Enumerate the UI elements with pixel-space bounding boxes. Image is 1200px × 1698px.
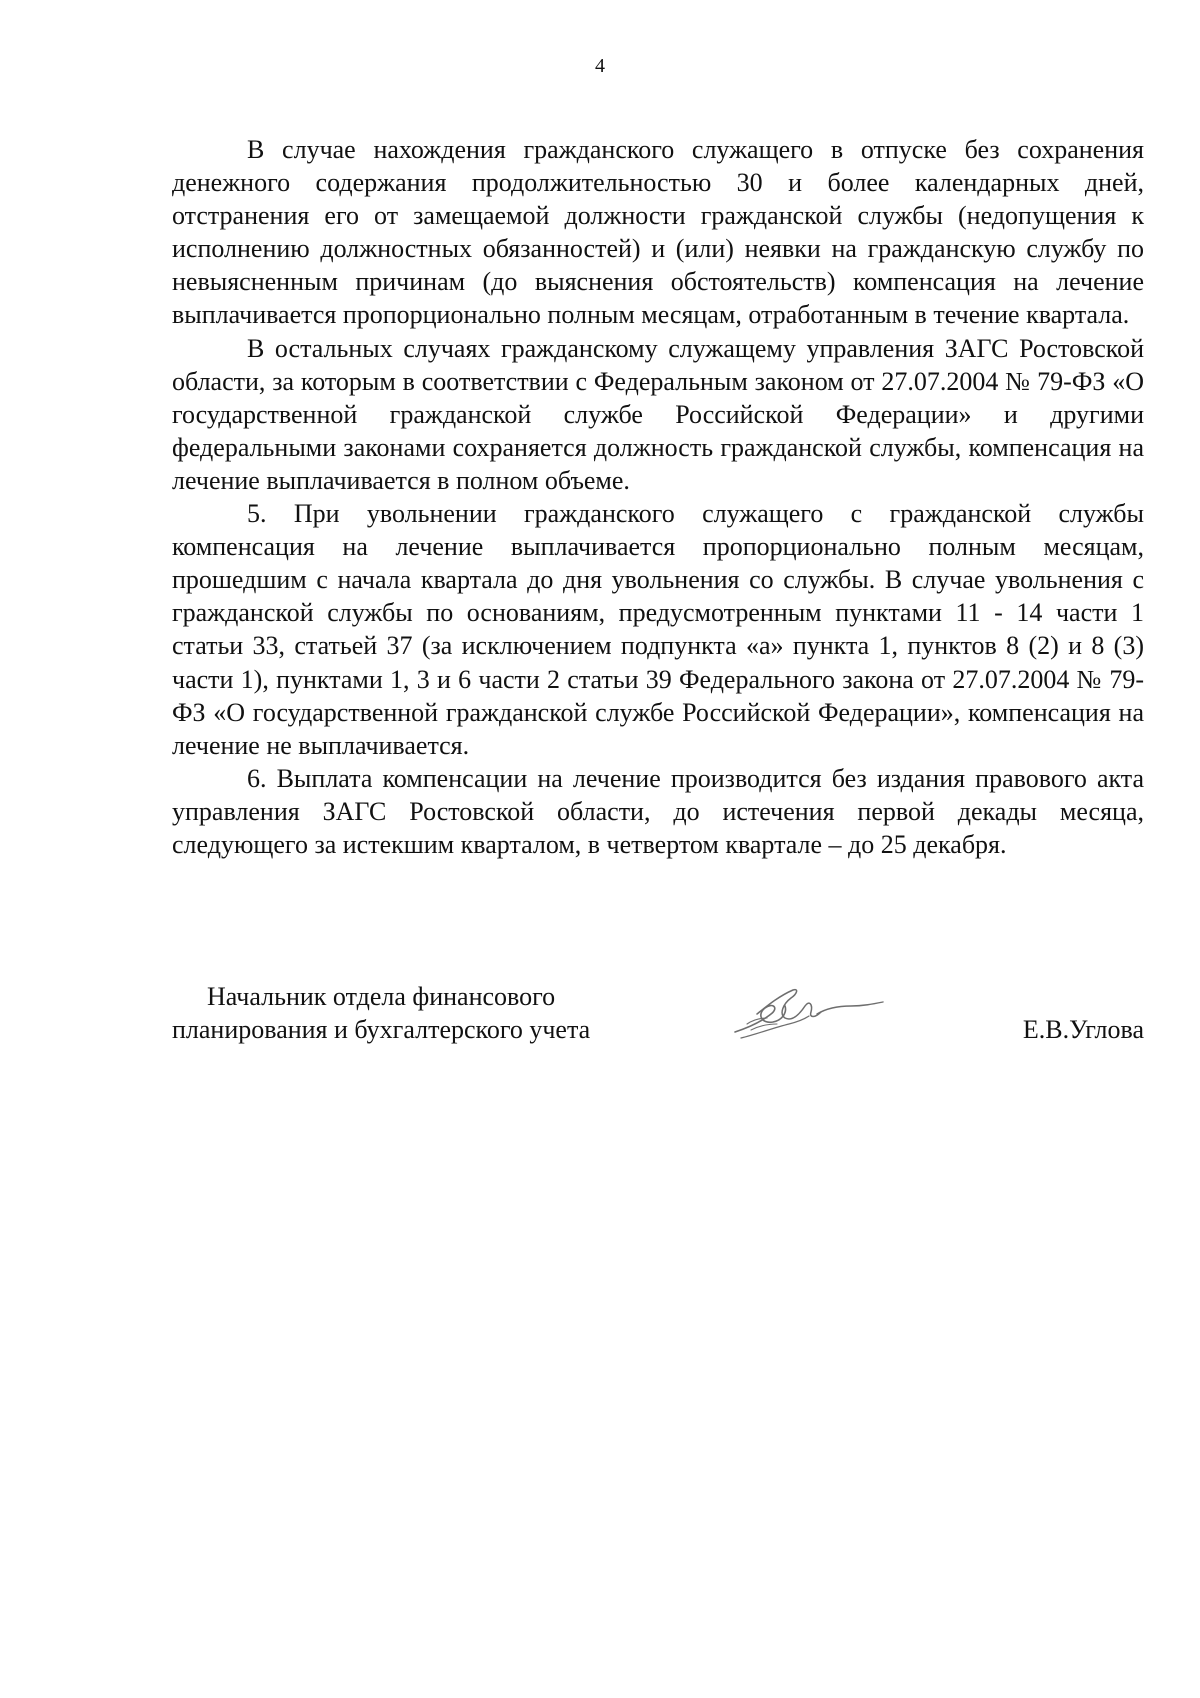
signature-stroke-4: [817, 1002, 883, 1014]
signature-stroke-2: [757, 990, 821, 1019]
paragraph-item-6-payment: 6. Выплата компенсации на лечение производится без издания правового акта управления ЗАГС Ростовской области, до истечения первой декады месяца, следующего за истекшим кварталом, в четвертом квартале – до 25 декабря.: [172, 763, 1144, 859]
paragraph-unpaid-leave: В случае нахождения гражданского служащего в отпуске без сохранения денежного содержания продолжительностью 30 и более календарных дней, отстранения его от замещаемой должности гражданской службы (недопущения к исполнению должностных обязанностей) и (или) неявки на гражданскую службу по невыясненным причинам (до выяснения обстоятельств) компенсация на лечение выплачивается пропорционально полным месяцам, отработанным в течение квартала.: [172, 135, 1144, 330]
signer-position-line-2: планирования и бухгалтерского учета: [172, 1015, 591, 1044]
signer-position: [172, 980, 590, 1046]
handwritten-signature: [727, 984, 887, 1046]
signature-block: [172, 980, 1144, 1060]
signature-stroke-3: [741, 1016, 809, 1038]
page-number: 4: [595, 55, 605, 77]
paragraph-other-cases: В остальных случаях гражданскому служащему управления ЗАГС Ростовской области, за которым в соответствии с Федеральным законом от 27.07.2004 № 79-ФЗ «О государственной гражданской службе Российской Федерации» и другими федеральными законами сохраняется должность гражданской службы, компенсация на лечение выплачивается в полном объеме.: [172, 333, 1144, 495]
signer-position-line-1: Начальник отдела финансового: [207, 982, 556, 1011]
signer-name: Е.В.Углова: [1022, 1015, 1144, 1044]
document-body: [172, 133, 1144, 861]
paragraph-item-5-dismissal: 5. При увольнении гражданского служащего с гражданской службы компенсация на лечение выплачивается пропорционально полным месяцам, прошедшим с начала квартала до дня увольнения со службы. В случае увольнения с гражданской службы по основаниям, предусмотренным пунктами 11 - 14 части 1 статьи 33, статьей 37 (за исключением подпункта «а» пункта 1, пунктов 8 (2) и 8 (3) части 1), пунктами 1, 3 и 6 части 2 статьи 39 Федерального закона от 27.07.2004 № 79-ФЗ «О государственной гражданской службе Российской Федерации», компенсация на лечение не выплачивается.: [172, 499, 1144, 760]
